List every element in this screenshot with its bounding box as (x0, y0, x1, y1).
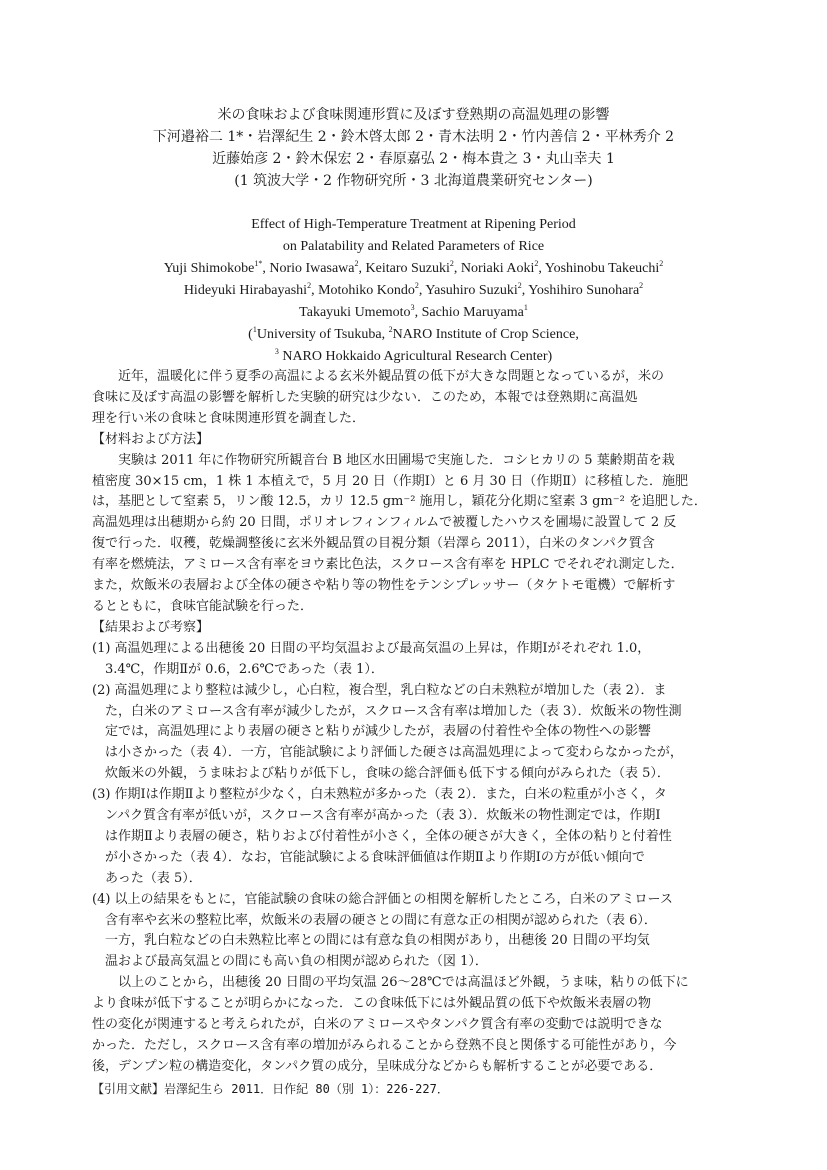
text-line: (1) 高温処理による出穂後 20 日間の平均気温および最高気温の上昇は，作期Ⅰがそれぞれ 1.0， (92, 640, 651, 656)
methods-paragraph (92, 451, 740, 618)
en-author-name: Motohiko Kondo (318, 283, 415, 298)
en-author-mark: 2 (307, 281, 312, 290)
text-line: 温および最高気温との間にも高い負の相関が認められた（図 1）． (105, 954, 488, 970)
text-line: 理を行い米の食味と食味関連形質を調査した． (92, 410, 366, 426)
text-line: 食味に及ぼす高温の影響を解析した実験的研究は少ない．このため，本報では登熟期に高温処 (92, 389, 638, 405)
text-line: 後，デンプン粒の構造変化，タンパク質の成分，呈味成分などからも解析することが必要である． (92, 1058, 663, 1074)
text-line: 有率を燃焼法，アミロース含有率をヨウ素比色法，スクロース含有率を HPLC でそれぞれ測定した． (92, 557, 684, 573)
en-author-separator: , (262, 261, 270, 276)
jp-affiliations: (1 筑波大学・2 作物研究所・3 北海道農業研究センター) (234, 173, 593, 189)
en-author-separator: , (538, 261, 545, 276)
en-author-separator: , (453, 261, 461, 276)
text-line: 含有率や玄米の整粒比率，炊飯米の表層の硬さとの間に有意な正の相関が認められた（表 6）． (105, 912, 657, 928)
abstract-body (92, 367, 740, 1100)
methods-heading: 【材料および方法】 (92, 431, 210, 447)
reference-text: 岩澤紀生ら 2011．日作紀 80（別 1）：226-227． (164, 1081, 449, 1096)
text-line: は，基肥として窒素 5，リン酸 12.5，カリ 12.5 gm⁻² 施用し，穎花分化期に窒素 3 gm⁻² を追肥した． (92, 494, 707, 510)
text-line: 近年，温暖化に伴う夏季の高温による玄米外観品質の低下が大きな問題となっているが，米の (118, 369, 665, 384)
en-author-separator: , (418, 283, 426, 298)
en-author-block (0, 258, 827, 368)
en-author-name: Takayuki Umemoto (299, 305, 411, 320)
text-line: は小さかった（表 4）．一方，官能試験により評価した硬さは高温処理によって変わらなかったが， (105, 745, 683, 761)
text-line: (4) 以上の結果をもとに，官能試験の食味の総合評価との相関を解析したところ，白米のアミロース (92, 891, 673, 907)
text-line: 植密度 30×15 cm，1 株 1 本植えで，5 月 20 日（作期Ⅰ）と 6 月 30 日（作期Ⅱ）に移植した．施肥 (92, 473, 689, 489)
text-line: 以上のことから，出穂後 20 日間の平均気温 26～28℃では高温ほど外観，うま味，粘りの低下に (118, 975, 689, 991)
en-authors-line-1 (0, 258, 827, 280)
text-line: 3.4℃，作期Ⅱが 0.6，2.6℃であった（表 1）． (105, 661, 384, 677)
en-title (0, 214, 827, 258)
en-author-separator: , (414, 305, 422, 320)
en-author-name: Keitaro Suzuki (365, 261, 450, 276)
en-authors-line-2 (0, 280, 827, 302)
jp-author-block (0, 126, 827, 192)
text-line: 高温処理は出穂期から約 20 日間，ポリオレフィンフィルムで被覆したハウスを圃場に設置して 2 反 (92, 515, 677, 531)
text-line: ンパク質含有率が低いが，スクロース含有率が高かった（表 3）．炊飯米の物性測定では，作期Ⅰ (105, 808, 661, 824)
conclusion-paragraph (92, 973, 740, 1078)
text-line: 炊飯米の外観，うま味および粘りが低下し，食味の総合評価も低下する傾向がみられた（表 5）． (105, 766, 670, 782)
en-author-mark: 1* (254, 259, 263, 268)
text-line: 定では，高温処理により表層の硬さと粘りが減少したが，表層の付着性や全体の物性への影響 (105, 724, 652, 740)
jp-title: 米の食味および食味関連形質に及ぼす登熟期の高温処理の影響 (217, 107, 610, 123)
en-author-mark: 2 (534, 259, 539, 268)
text-line: は作期Ⅱより表層の硬さ，粘りおよび付着性が小さく，全体の硬さが大きく，全体の粘りと付着性 (105, 828, 672, 844)
en-author-mark: 2 (639, 281, 644, 290)
en-author-separator: , (521, 283, 529, 298)
en-author-name: Yuji Shimokobe (163, 261, 255, 276)
text-line: た，白米のアミロース含有率が減少したが，スクロース含有率は増加した（表 3）．炊飯米の物性測 (105, 703, 682, 719)
text-line: また，炊飯米の表層および全体の硬さや粘り等の物性をテンシプレッサー（タケトモ電機）で解析す (92, 578, 676, 594)
text-line: (2) 高温処理により整粒は減少し，心白粒，複合型，乳白粒などの白未熟粒が増加した（表 2）．ま (92, 682, 667, 698)
text-line: 実験は 2011 年に作物研究所観音台 B 地区水田圃場で実施した．コシヒカリの 5 葉齢期苗を栽 (118, 452, 675, 468)
text-line: より食味が低下することが明らかになった．この食味低下には外観品質の低下や炊飯米表層の物 (92, 996, 652, 1012)
text-line: るとともに，食味官能試験を行った． (92, 598, 314, 614)
en-author-name: Yasuhiro Suzuki (425, 283, 518, 298)
en-affiliations-line-1: ($^1$University of Tsukuba, $^2$NARO Institute of Crop Science, (248, 325, 579, 342)
jp-authors-line-1: 下河邉裕二 1*・岩澤紀生 2・鈴木啓太郎 2・青木法明 2・竹内善信 2・平林秀介 2 (152, 129, 675, 145)
en-author-mark: 2 (414, 281, 419, 290)
text-line: が小さかった（表 4）．なお，官能試験による食味評価値は作期Ⅱより作期Ⅰの方が低い傾向で (105, 849, 645, 865)
reference-line (92, 1079, 740, 1100)
text-line: 性の変化が関連すると考えられたが，白米のアミロースやタンパク質含有率の変動では説明できな (92, 1017, 663, 1033)
en-author-mark: 2 (449, 259, 454, 268)
result-item-1 (92, 639, 740, 681)
reference-label: 【引用文献】 (92, 1081, 165, 1096)
en-author-mark: 3 (410, 303, 415, 312)
en-author-mark: 2 (354, 259, 359, 268)
en-title-line-1: Effect of High-Temperature Treatment at Ripening Period (251, 217, 576, 232)
en-title-line-2: on Palatability and Related Parameters of Rice (282, 239, 545, 254)
en-author-mark: 2 (517, 281, 522, 290)
en-affiliations-line-2: $^3$ NARO Hokkaido Agricultural Research Center) (274, 347, 553, 364)
intro-paragraph (92, 367, 740, 430)
en-author-name: Noriaki Aoki (460, 261, 535, 276)
en-author-separator: , (358, 261, 366, 276)
result-item-3 (92, 785, 740, 890)
results-heading: 【結果および考察】 (92, 619, 210, 635)
en-author-name: Sachio Maruyama (421, 305, 524, 320)
result-item-4 (92, 890, 740, 974)
en-authors-line-3 (0, 302, 827, 324)
en-author-name: Hideyuki Hirabayashi (183, 283, 308, 298)
jp-authors-line-2: 近藤始彦 2・鈴木保宏 2・春原嘉弘 2・梅本貴之 3・丸山幸夫 1 (212, 151, 615, 167)
en-author-separator: , (311, 283, 319, 298)
en-author-mark: 1 (523, 303, 528, 312)
text-line: あった（表 5）． (105, 870, 202, 886)
en-author-name: Yoshinobu Takeuchi (544, 261, 660, 276)
text-line: かった．ただし，スクロース含有率の増加がみられることから登熟不良と関係する可能性があり，今 (92, 1038, 677, 1053)
en-author-name: Yoshihiro Sunohara (528, 283, 640, 298)
result-item-2 (92, 681, 740, 786)
en-author-mark: 2 (659, 259, 664, 268)
en-author-name: Norio Iwasawa (269, 261, 355, 276)
text-line: 一方，乳白粒などの白未熟粒比率との間には有意な負の相関があり，出穂後 20 日間の平均気 (105, 933, 650, 949)
text-line: (3) 作期Ⅰは作期Ⅱより整粒が少なく，白未熟粒が多かった（表 2）．また，白米の粒重が小さく，タ (92, 787, 667, 803)
text-line: 復で行った．収穫，乾燥調整後に玄米外観品質の目視分類（岩澤ら 2011），白米のタンパク質含 (92, 536, 655, 552)
